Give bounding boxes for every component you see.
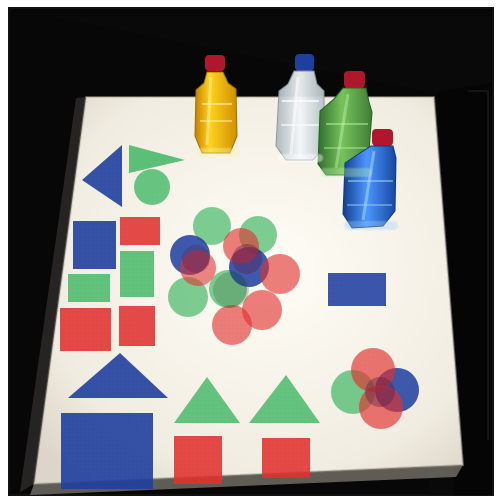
paper-texture xyxy=(61,413,153,489)
paper-texture xyxy=(120,251,154,297)
red-blue-overlap xyxy=(182,245,210,273)
green-reflection xyxy=(320,168,372,177)
paper-texture xyxy=(328,273,386,306)
paper-texture xyxy=(73,221,116,269)
paper-texture xyxy=(68,274,110,302)
red-circle xyxy=(260,254,300,294)
paper-texture xyxy=(212,304,252,344)
paper-texture xyxy=(262,438,310,478)
paper-texture xyxy=(119,306,155,346)
blue-cap xyxy=(295,54,314,71)
red-blue-overlap xyxy=(232,244,262,274)
paper-texture xyxy=(201,207,239,245)
clear-reflection xyxy=(278,154,323,162)
overlap-shadow xyxy=(213,272,249,308)
paper-texture xyxy=(134,169,170,205)
paper-texture xyxy=(120,217,160,245)
paper-texture xyxy=(60,308,111,351)
paper-texture xyxy=(174,436,222,484)
red-cap xyxy=(344,71,365,88)
paper-texture xyxy=(351,348,395,392)
blue-reflection xyxy=(344,221,398,230)
yellow-reflection xyxy=(196,148,240,156)
red-cap xyxy=(372,129,393,146)
red-cap xyxy=(205,55,225,71)
